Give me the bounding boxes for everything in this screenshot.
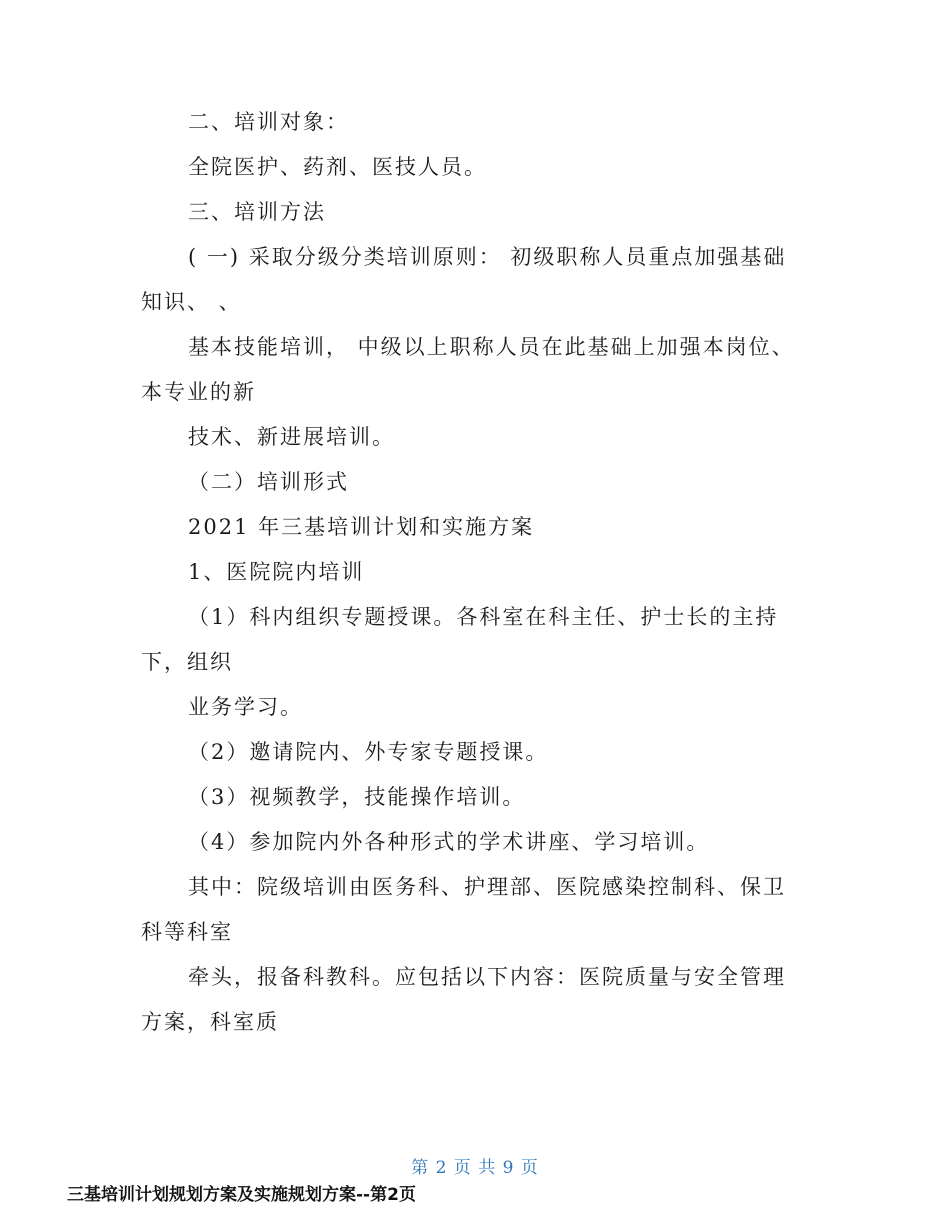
text-line: 基本技能培训， 中级以上职称人员在此基础上加强本岗位、 bbox=[188, 335, 795, 359]
text-line: （4）参加院内外各种形式的学术讲座、学习培训。 bbox=[188, 830, 710, 854]
text-line: 科等科室 bbox=[141, 920, 233, 944]
text-line: 本专业的新 bbox=[141, 380, 256, 404]
text-line: 技术、新进展培训。 bbox=[188, 425, 395, 449]
text-line: ( 一) 采取分级分类培训原则： 初级职称人员重点加强基础 bbox=[188, 245, 787, 269]
text-line: 1、医院院内培训 bbox=[188, 560, 365, 584]
page-number: 第 2 页 共 9 页 bbox=[411, 1158, 539, 1178]
text-line: 三、培训方法 bbox=[188, 200, 326, 224]
text-line: 方案，科室质 bbox=[141, 1010, 279, 1034]
text-line: 2021 年三基培训计划和实施方案 bbox=[188, 515, 535, 539]
text-line: 二、培训对象： bbox=[188, 110, 349, 134]
text-line: 全院医护、药剂、医技人员。 bbox=[188, 155, 487, 179]
text-line: 知识、 、 bbox=[141, 290, 242, 314]
text-line: （二）培训形式 bbox=[188, 470, 349, 494]
text-line: 下，组织 bbox=[141, 650, 233, 674]
text-line: 牵头，报备科教科。应包括以下内容：医院质量与安全管理 bbox=[188, 965, 786, 989]
text-line: （1）科内组织专题授课。各科室在科主任、护士长的主持 bbox=[188, 605, 779, 629]
text-line: （3）视频教学，技能操作培训。 bbox=[188, 785, 526, 809]
text-line: 其中：院级培训由医务科、护理部、医院感染控制科、保卫 bbox=[188, 875, 786, 899]
text-line: 业务学习。 bbox=[188, 695, 303, 719]
text-line: （2）邀请院内、外专家专题授课。 bbox=[188, 740, 549, 764]
footer-title: 三基培训计划规划方案及实施规划方案--第2页 bbox=[67, 1185, 416, 1205]
